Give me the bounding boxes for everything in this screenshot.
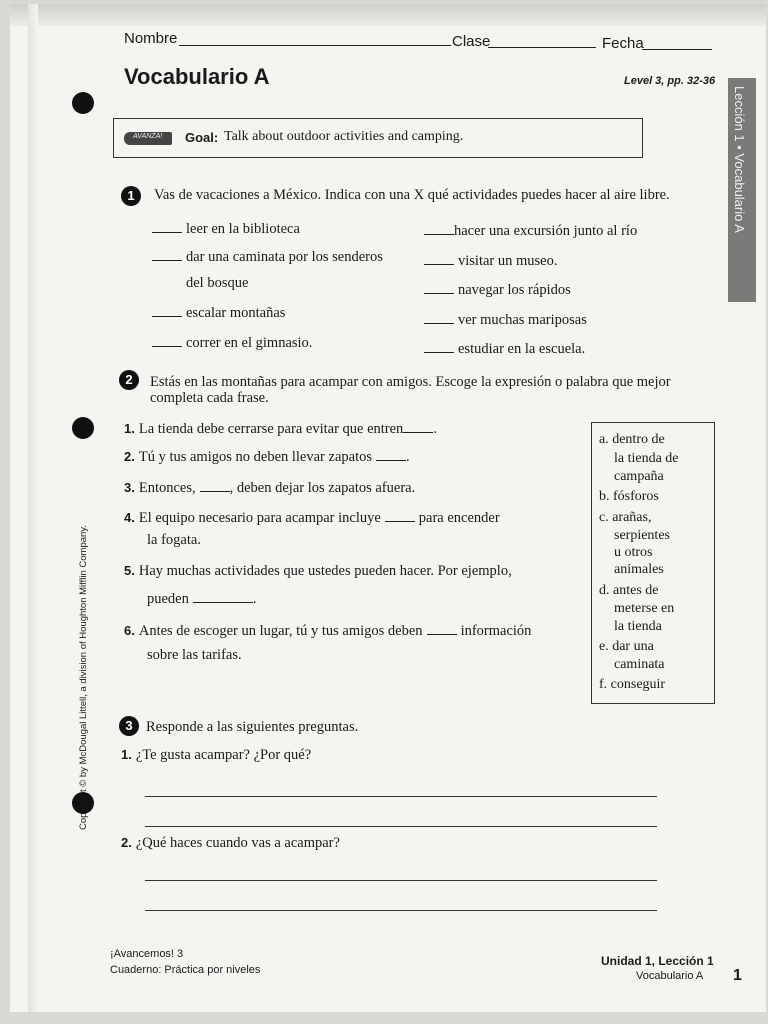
name-field[interactable] [179, 45, 451, 46]
footer-book: ¡Avancemos! 3 [110, 948, 184, 960]
footer-unit: Unidad 1, Lección 1 [601, 954, 714, 968]
question-row: 6. Antes de escoger un lugar, tú y tus amigos deben información [124, 620, 531, 640]
section-1-number: 1 [121, 186, 141, 206]
footer-subtitle: Cuaderno: Práctica por niveles [110, 964, 261, 976]
class-field[interactable] [488, 47, 596, 48]
page-reference: Level 3, pp. 32-36 [624, 75, 716, 87]
copyright-notice: Copyright © by McDougal Littell, a division of Houghton Mifflin Company. [78, 525, 89, 830]
checkbox-blank[interactable] [152, 246, 182, 261]
answer-line[interactable] [145, 910, 657, 911]
checkbox-blank[interactable] [152, 332, 182, 347]
answer-blank[interactable] [385, 507, 415, 522]
question-row: 3. Entonces, , deben dejar los zapatos afuera. [124, 477, 415, 497]
checkbox-blank[interactable] [152, 218, 182, 233]
binder-hole [72, 417, 94, 439]
question-row: 2. Tú y tus amigos no deben llevar zapatos . [124, 446, 410, 466]
question-row: 1. La tienda debe cerrarse para evitar que entren . [124, 418, 437, 438]
checkbox-blank[interactable] [424, 250, 454, 265]
answer-blank[interactable] [427, 620, 457, 635]
avanza-badge-icon: AVANZA! [124, 132, 172, 145]
checkbox-blank[interactable] [424, 309, 454, 324]
section-3-instruction: Responde a las siguientes preguntas. [146, 719, 359, 735]
scan-top-edge [10, 4, 766, 26]
goal-label: Goal: [185, 130, 219, 145]
answer-options-box: a. dentro de la tienda de campaña b. fósforos c. arañas, serpientes u otros animales d. antes de meterse en la tienda e. dar una caminata f. conseguir [591, 422, 715, 704]
answer-line[interactable] [145, 826, 657, 827]
footer-section: Vocabulario A [636, 970, 704, 982]
question-row: 5. Hay muchas actividades que ustedes pueden hacer. Por ejemplo, [124, 563, 512, 579]
scan-left-edge [28, 4, 38, 1012]
section-3-number: 3 [119, 716, 139, 736]
binder-hole [72, 92, 94, 114]
date-field[interactable] [642, 49, 712, 50]
answer-line[interactable] [145, 880, 657, 881]
section-2-instruction-cont: completa cada frase. [150, 390, 269, 406]
name-label: Nombre [124, 30, 178, 47]
question-row: 2. ¿Qué haces cuando vas a acampar? [121, 835, 340, 851]
answer-blank[interactable] [403, 418, 433, 433]
page-number: 1 [733, 967, 742, 984]
answer-blank[interactable] [376, 446, 406, 461]
question-row: 1. ¿Te gusta acampar? ¿Por qué? [121, 747, 312, 763]
section-2-instruction: Estás en las montañas para acampar con amigos. Escoge la expresión o palabra que mejor [150, 374, 671, 390]
class-label: Clase [452, 33, 491, 50]
side-tab: Lección 1 • Vocabulario A [728, 78, 756, 302]
checkbox-blank[interactable] [424, 220, 454, 235]
goal-text: Talk about outdoor activities and camping. [224, 129, 464, 144]
date-label: Fecha [602, 35, 644, 52]
goal-box [113, 118, 643, 158]
page-title: Vocabulario A [124, 64, 270, 89]
question-row: 4. El equipo necesario para acampar incluye para encender [124, 507, 500, 527]
answer-blank[interactable] [193, 588, 253, 603]
checkbox-blank[interactable] [152, 302, 182, 317]
checkbox-blank[interactable] [424, 279, 454, 294]
answer-blank[interactable] [200, 477, 230, 492]
checkbox-blank[interactable] [424, 338, 454, 353]
answer-line[interactable] [145, 796, 657, 797]
section-2-number: 2 [119, 370, 139, 390]
section-1-instruction: Vas de vacaciones a México. Indica con una X qué actividades puedes hacer al aire libre. [154, 187, 670, 203]
